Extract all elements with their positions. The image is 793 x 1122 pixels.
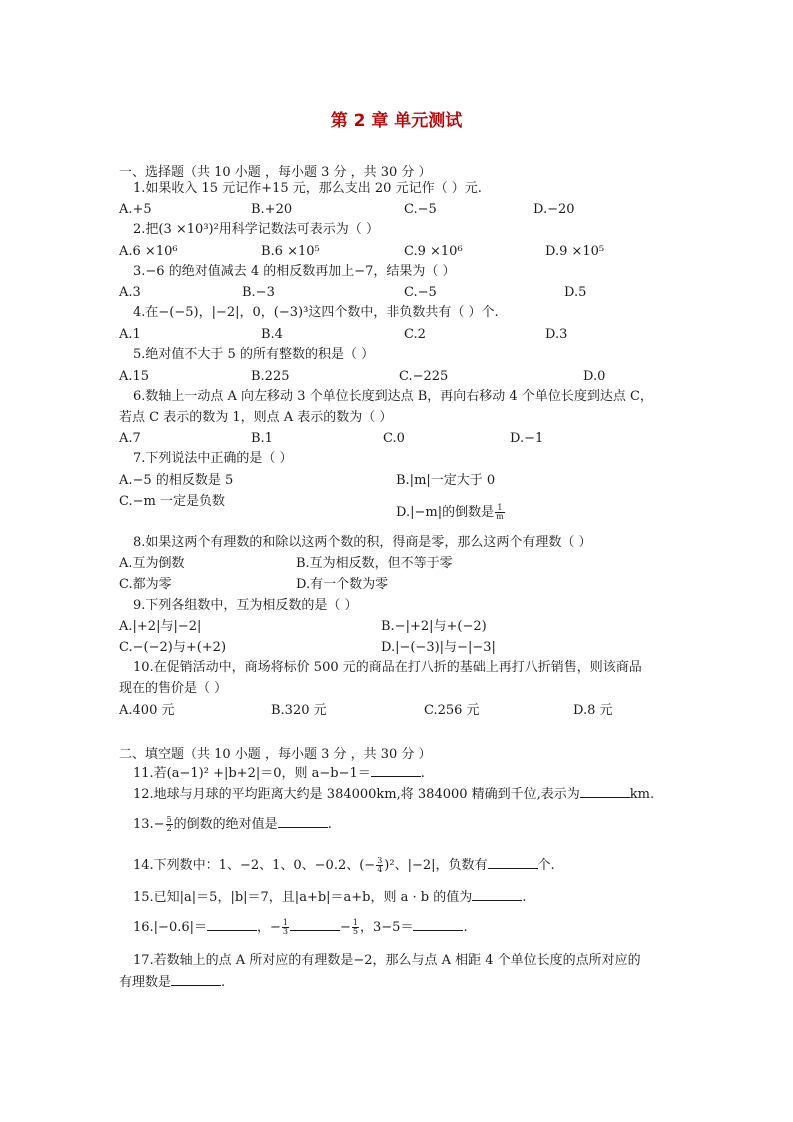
- q6-option-c: C.0: [383, 431, 405, 446]
- q2-option-a: A.6 ×10⁶: [119, 244, 178, 259]
- q10-option-a: A.400 元: [119, 703, 175, 718]
- q2-option-c: C.9 ×10⁶: [404, 244, 463, 259]
- q14-fraction: [376, 857, 383, 874]
- q12-text: 12.地球与月球的平均距离大约是 384000km,将 384000 精确到千位,表示为: [133, 787, 580, 802]
- q7-option-d: [396, 504, 506, 521]
- q7-option-b: B.|m|一定大于 0: [396, 473, 496, 488]
- q6-option-a: A.7: [119, 431, 141, 446]
- q8-option-b: B.互为相反数，但不等于零: [296, 556, 453, 571]
- q4-option-a: A.1: [119, 327, 141, 342]
- q9-option-a: A.|+2|与|−2|: [119, 619, 202, 634]
- q9-option-b: B.−|+2|与+(−2): [381, 619, 487, 634]
- q10-option-d: D.8 元: [573, 703, 613, 718]
- q4-option-c: C.2: [404, 327, 426, 342]
- fraction-denominator: 3: [282, 927, 289, 936]
- q16-text-2: ，−: [257, 920, 281, 935]
- q14-end: 个.: [537, 858, 555, 873]
- question-16: [133, 919, 468, 936]
- fraction-numerator: 3: [377, 856, 383, 865]
- q16-text: 16.|−0.6|＝: [133, 920, 208, 935]
- answer-blank: [290, 919, 340, 931]
- q7-option-c: C.−m 一定是负数: [119, 494, 225, 509]
- question-6: 6.数轴上一动点 A 向左移动 3 个单位长度到达点 B，再向右移动 4 个单位长度到达点 C，: [133, 389, 653, 404]
- question-12: [133, 786, 654, 803]
- answer-blank: [371, 765, 421, 777]
- question-15: [133, 889, 526, 906]
- q7-option-d-fraction: [495, 504, 505, 521]
- q7-option-a: A.−5 的相反数是 5: [119, 473, 234, 488]
- q14-text-2: )²、|−2|，负数有: [384, 858, 488, 873]
- q15-end: .: [522, 890, 527, 905]
- q1-option-b: B.+20: [251, 202, 293, 217]
- question-4: 4.在−(−5)，|−2|，0，(−3)³这四个数中，非负数共有（ ）个.: [133, 305, 499, 320]
- q11-text: 11.若(a−1)² +|b+2|＝0，则 a−b−1＝: [133, 766, 371, 781]
- q6-option-d: D.−1: [510, 431, 544, 446]
- q13-fraction: [166, 816, 173, 833]
- q11-end: .: [420, 766, 425, 781]
- fraction-numerator: 1: [282, 918, 289, 927]
- question-11: [133, 765, 425, 782]
- q1-option-d: D.−20: [533, 202, 575, 217]
- q1-option-a: A.+5: [119, 202, 152, 217]
- question-8: 8.如果这两个有理数的和除以这两个数的积，得商是零，那么这两个有理数（ ）: [133, 535, 592, 550]
- q9-option-c: C.−(−2)与+(+2): [119, 640, 227, 655]
- q13-end: .: [327, 817, 332, 832]
- q3-option-d: D.5: [564, 285, 587, 300]
- question-14: [133, 857, 555, 874]
- q16-fraction-2: [352, 919, 359, 936]
- q6-option-b: B.1: [251, 431, 273, 446]
- q8-option-c: C.都为零: [119, 577, 172, 592]
- answer-blank: [171, 974, 221, 986]
- q4-option-b: B.4: [261, 327, 283, 342]
- question-10: 10.在促销活动中，商场将标价 500 元的商品在打八折的基础上再打八折销售，则该商品: [133, 660, 642, 675]
- question-1: 1.如果收入 15 元记作+15 元，那么支出 20 元记作（ ）元.: [133, 181, 482, 196]
- q16-text-3: −: [340, 920, 351, 935]
- q10-option-c: C.256 元: [424, 703, 480, 718]
- fraction-denominator: 4: [377, 865, 383, 874]
- page-title: 第 2 章 单元测试: [330, 111, 463, 131]
- question-3: 3.−6 的绝对值减去 4 的相反数再加上−7，结果为（ ）: [133, 264, 456, 279]
- q16-end: .: [463, 920, 468, 935]
- answer-blank: [207, 919, 257, 931]
- q13-text-2: 的倒数的绝对值是: [173, 817, 278, 832]
- question-9: 9.下列各组数中，互为相反数的是（ ）: [133, 598, 358, 613]
- q16-fraction-1: [282, 919, 289, 936]
- question-7: 7.下列说法中正确的是（ ）: [133, 451, 293, 466]
- question-10-cont: 现在的售价是（ ）: [119, 681, 228, 696]
- q8-option-a: A.互为倒数: [119, 556, 185, 571]
- answer-blank: [472, 889, 522, 901]
- fraction-numerator: 5: [166, 815, 172, 824]
- q5-option-a: A.15: [119, 369, 150, 384]
- answer-blank: [278, 816, 328, 828]
- q17-end: .: [221, 975, 226, 990]
- section-fill-heading: 二、填空题（共 10 小题 ，每小题 3 分 ，共 30 分 ）: [119, 747, 432, 762]
- question-6-cont: 若点 C 表示的数为 1，则点 A 表示的数为（ ）: [119, 410, 393, 425]
- question-13: [133, 816, 332, 833]
- q16-text-4: ，3−5＝: [360, 920, 414, 935]
- answer-blank: [580, 786, 630, 798]
- q2-option-b: B.6 ×10⁵: [261, 244, 320, 259]
- q1-option-c: C.−5: [404, 202, 437, 217]
- answer-blank: [413, 919, 463, 931]
- fraction-denominator: 5: [352, 927, 359, 936]
- q9-option-d: D.|−(−3)|与−|−3|: [381, 640, 496, 655]
- q5-option-d: D.0: [583, 369, 606, 384]
- fraction-numerator: 1: [495, 504, 505, 513]
- q12-end: km.: [629, 787, 655, 802]
- q13-text: 13.−: [133, 817, 165, 832]
- q10-option-b: B.320 元: [271, 703, 327, 718]
- q15-text: 15.已知|a|＝5，|b|＝7，且|a+b|＝a+b，则 a · b 的值为: [133, 890, 473, 905]
- question-2: 2.把(3 ×10³)²用科学记数法可表示为（ ）: [133, 222, 379, 237]
- q8-option-d: D.有一个数为零: [296, 577, 389, 592]
- q4-option-d: D.3: [545, 327, 568, 342]
- fraction-numerator: 1: [352, 918, 359, 927]
- q5-option-b: B.225: [251, 369, 290, 384]
- q2-option-d: D.9 ×10⁵: [545, 244, 605, 259]
- q7-option-d-text: D.|−m|的倒数是: [396, 505, 495, 520]
- question-17: 17.若数轴上的点 A 所对应的有理数是−2，那么与点 A 相距 4 个单位长度的点所对应的: [133, 953, 641, 968]
- fraction-denominator: m: [496, 512, 504, 521]
- section-choice-heading: 一、选择题（共 10 小题 ，每小题 3 分 ，共 30 分 ）: [119, 165, 432, 180]
- question-5: 5.绝对值不大于 5 的所有整数的积是（ ）: [133, 347, 375, 362]
- q3-option-b: B.−3: [242, 285, 275, 300]
- q17-text: 有理数是: [119, 975, 172, 990]
- fraction-denominator: 2: [166, 824, 172, 833]
- answer-blank: [488, 857, 538, 869]
- q3-option-c: C.−5: [404, 285, 437, 300]
- q3-option-a: A.3: [119, 285, 141, 300]
- q14-text: 14.下列数中：1、−2、1、0、−0.2、(−: [133, 858, 376, 873]
- q5-option-c: C.−225: [399, 369, 449, 384]
- question-17-cont: [119, 974, 225, 991]
